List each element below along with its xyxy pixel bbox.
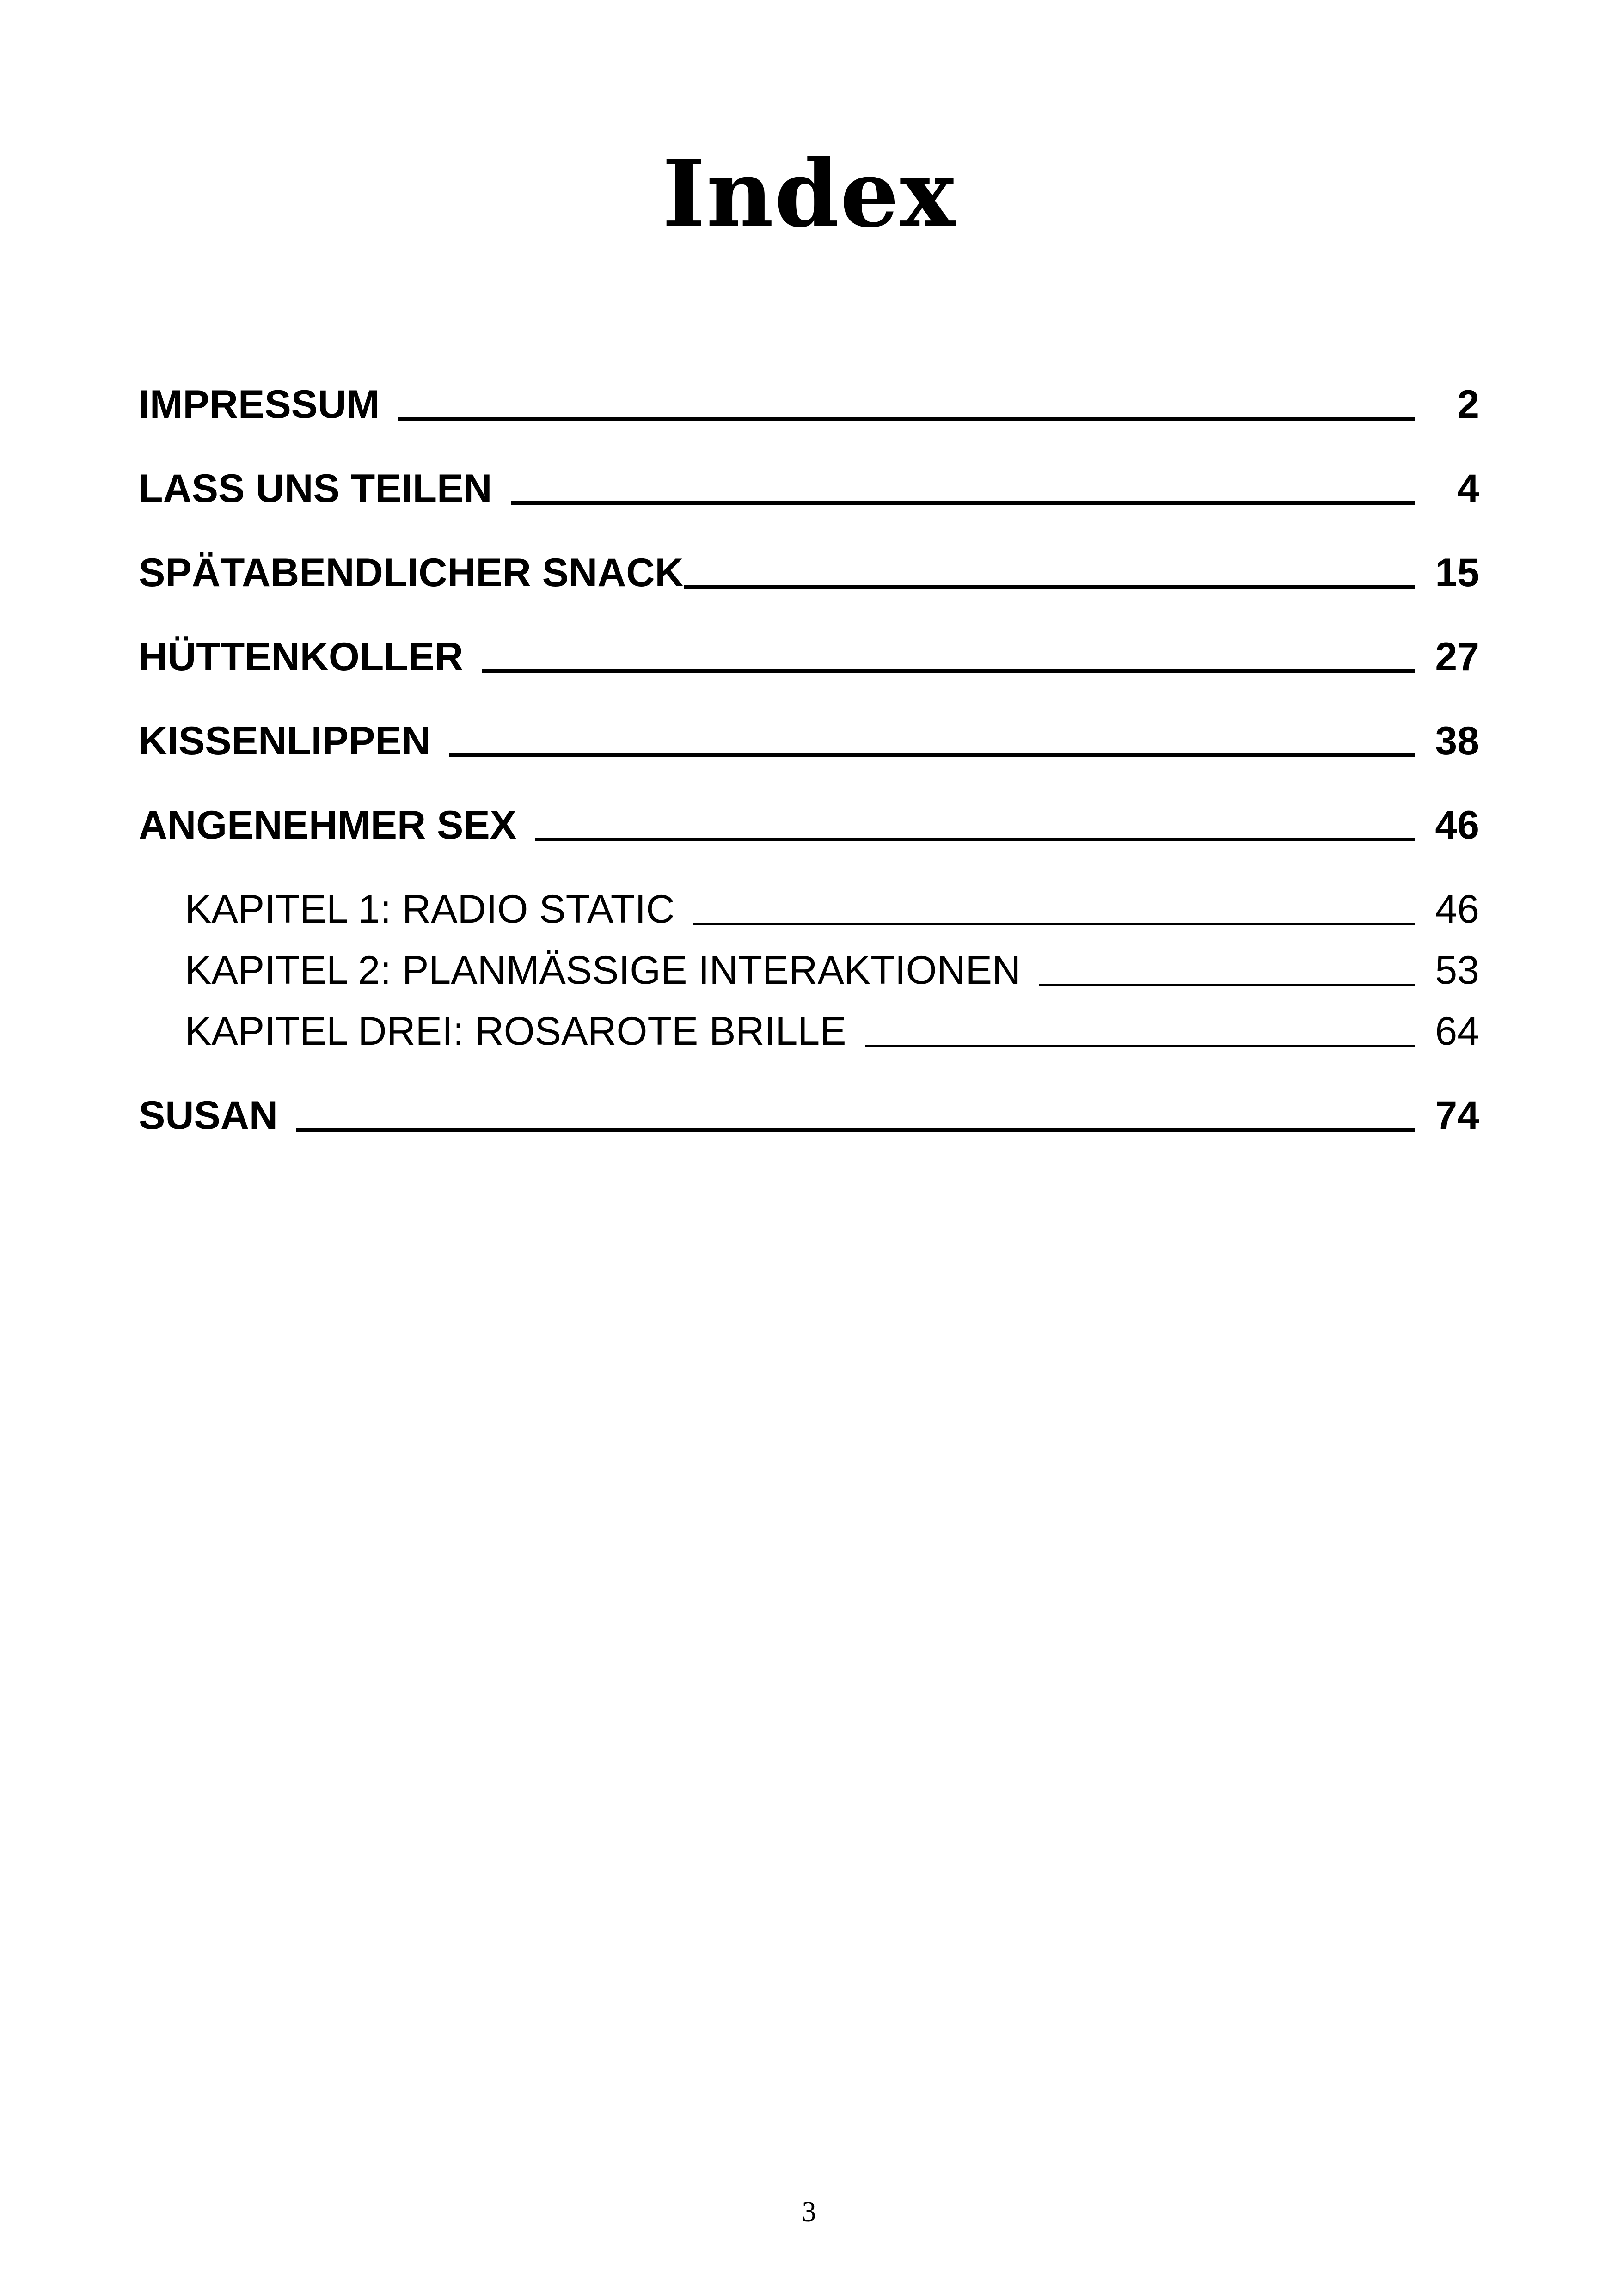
toc-entry-spaetabendlicher-snack[interactable]: [139, 547, 1479, 598]
toc-entry-label: SPÄTABENDLICHER SNACK: [139, 551, 684, 595]
toc-entry-label: HÜTTENKOLLER: [139, 635, 464, 679]
toc-entry-page: 27: [1435, 635, 1479, 679]
toc-leader-line: [693, 923, 1415, 925]
toc-entry-page: 2: [1457, 382, 1479, 427]
toc-entry-susan[interactable]: [139, 1090, 1479, 1141]
toc-entry-impressum[interactable]: [139, 379, 1479, 430]
toc-leader-line: [1039, 984, 1415, 986]
toc-entry-page: 38: [1435, 719, 1479, 763]
toc-entry-lass-uns-teilen[interactable]: [139, 463, 1479, 514]
toc-entry-huettenkoller[interactable]: [139, 631, 1479, 682]
toc-entry-label: KAPITEL 1: RADIO STATIC: [185, 887, 675, 931]
toc-leader-line: [296, 1128, 1415, 1132]
page-title: Index: [662, 140, 956, 248]
toc-entry-label: KAPITEL 2: PLANMÄSSIGE INTERAKTIONEN: [185, 948, 1021, 992]
toc-leader-line: [865, 1045, 1415, 1047]
toc-entry-label: KISSENLIPPEN: [139, 719, 430, 763]
toc-entry-label: IMPRESSUM: [139, 382, 380, 427]
toc-subentry-kapitel-drei[interactable]: [185, 1006, 1479, 1057]
toc-leader-line: [684, 585, 1415, 589]
toc-subentry-kapitel-1[interactable]: [185, 884, 1479, 935]
toc-entry-label: KAPITEL DREI: ROSAROTE BRILLE: [185, 1009, 846, 1053]
page-number: 3: [802, 2196, 816, 2228]
toc-leader-line: [449, 753, 1415, 757]
toc-leader-line: [482, 669, 1415, 673]
toc-entry-kissenlippen[interactable]: [139, 716, 1479, 766]
toc-entry-page: 46: [1435, 803, 1479, 847]
toc-entry-label: ANGENEHMER SEX: [139, 803, 517, 847]
toc-leader-line: [511, 501, 1415, 505]
toc-entry-page: 74: [1435, 1093, 1479, 1138]
toc-entry-page: 46: [1435, 887, 1479, 931]
table-of-contents: [139, 0, 1479, 2296]
toc-leader-line: [535, 838, 1415, 841]
toc-entry-label: SUSAN: [139, 1093, 278, 1138]
toc-entry-page: 4: [1457, 466, 1479, 511]
toc-leader-line: [398, 417, 1415, 421]
toc-entry-label: LASS UNS TEILEN: [139, 466, 492, 511]
toc-entry-page: 64: [1435, 1009, 1479, 1053]
toc-entry-page: 53: [1435, 948, 1479, 992]
toc-entry-page: 15: [1435, 551, 1479, 595]
toc-subentry-kapitel-2[interactable]: [185, 945, 1479, 996]
toc-entry-angenehmer-sex[interactable]: [139, 800, 1479, 851]
